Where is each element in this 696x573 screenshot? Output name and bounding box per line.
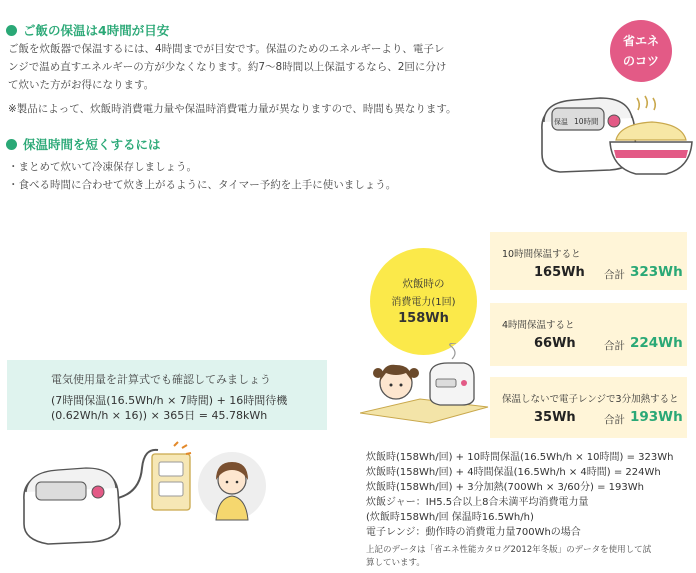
formula-box — [7, 360, 327, 430]
box-total-label: 合計 — [604, 269, 625, 281]
circle-line1: 炊飯時の — [402, 278, 445, 290]
section1-paragraph — [8, 40, 516, 94]
calc-line: 炊飯ジャー：IH5.5合以上8合未満平均消費電力量 — [366, 497, 589, 508]
footnote-line1: 上記のデータは「省エネ性能カタログ2012年冬版」のデータを使用して試 — [366, 545, 652, 555]
cooker-display-label: 保温 — [554, 118, 568, 126]
rice-cooker-icon — [430, 343, 474, 405]
box-value: 35Wh — [534, 410, 576, 425]
calc-line: 炊飯時(158Wh/回) + 10時間保温(16.5Wh/h × 10時間) = 323Wh — [366, 452, 674, 463]
rice-cooker-icon — [530, 88, 696, 200]
energy-tip-badge — [610, 20, 672, 82]
section1-title: ご飯の保温は4時間が目安 — [23, 23, 170, 38]
formula-line1: (7時間保温(16.5Wh/h × 7時間) + 16時間待機 — [51, 394, 288, 407]
section2-title: 保温時間を短くするには — [23, 137, 161, 152]
section1-line: ンジで温め直すエネルギーの方が少なくなります。約7〜8時間以上保温するなら、2回に分け — [8, 61, 447, 73]
box-total: 323Wh — [630, 264, 683, 280]
section1-heading — [6, 21, 169, 39]
child-person-icon — [360, 343, 490, 425]
calc-line: (炊飯時158Wh/回 保温時16.5Wh/h) — [366, 512, 534, 523]
box-caption: 保温しないで電子レンジで3分加熱すると — [502, 394, 679, 405]
box-total-label: 合計 — [604, 340, 625, 352]
box-value: 165Wh — [534, 265, 585, 280]
box-value: 66Wh — [534, 336, 576, 351]
wall-outlet-icon — [18, 440, 268, 570]
formula-line2: (0.62Wh/h × 16)) × 365日 = 45.78kWh — [51, 409, 268, 422]
box-caption: 4時間保温すると — [502, 320, 575, 331]
comparison-box-microwave — [490, 377, 687, 438]
woman-thinking-icon — [198, 452, 266, 520]
cooker-display-time: 10時間 — [574, 117, 599, 126]
section1-note: ※製品によって、炊飯時消費電力量や保温時消費電力量が異なりますので、時間も異なります。 — [8, 103, 457, 115]
box-total: 193Wh — [630, 409, 683, 425]
badge-line1: 省エネ — [622, 34, 659, 48]
cooking-consumption-circle — [370, 248, 477, 355]
box-total-label: 合計 — [604, 414, 625, 426]
circle-value: 158Wh — [398, 311, 449, 326]
comparison-box-4h — [490, 303, 687, 366]
badge-line2: のコツ — [622, 54, 659, 68]
section1-line: て炊いた方がお得になります。 — [8, 79, 155, 91]
section2-list-item: ・まとめて炊いて冷凍保存しましょう。 — [8, 161, 197, 173]
box-total: 224Wh — [630, 335, 683, 351]
calc-line: 炊飯時(158Wh/回) + 3分加熱(700Wh × 3/60分) = 193Wh — [366, 482, 644, 493]
formula-title: 電気使用量を計算式でも確認してみましょう — [51, 373, 271, 386]
bullet-dot-icon — [6, 139, 17, 150]
rice-cooker-icon — [24, 468, 120, 544]
bullet-dot-icon — [6, 25, 17, 36]
calc-line: 電子レンジ：動作時の消費電力量700Whの場合 — [366, 527, 581, 538]
circle-line2: 消費電力(1回) — [391, 297, 456, 308]
section2-list-item: ・食べる時間に合わせて炊き上がるように、タイマー予約を上手に使いましょう。 — [8, 179, 397, 191]
section2-heading — [6, 135, 161, 153]
footnote-line2: 算しています。 — [366, 558, 425, 568]
comparison-box-10h — [490, 232, 687, 290]
calc-line: 炊飯時(158Wh/回) + 4時間保温(16.5Wh/h × 4時間) = 224Wh — [366, 467, 661, 478]
section1-line: ご飯を炊飯器で保温するには、4時間までが目安です。保温のためのエネルギーより、電子レ — [8, 43, 445, 55]
box-caption: 10時間保温すると — [502, 249, 581, 260]
